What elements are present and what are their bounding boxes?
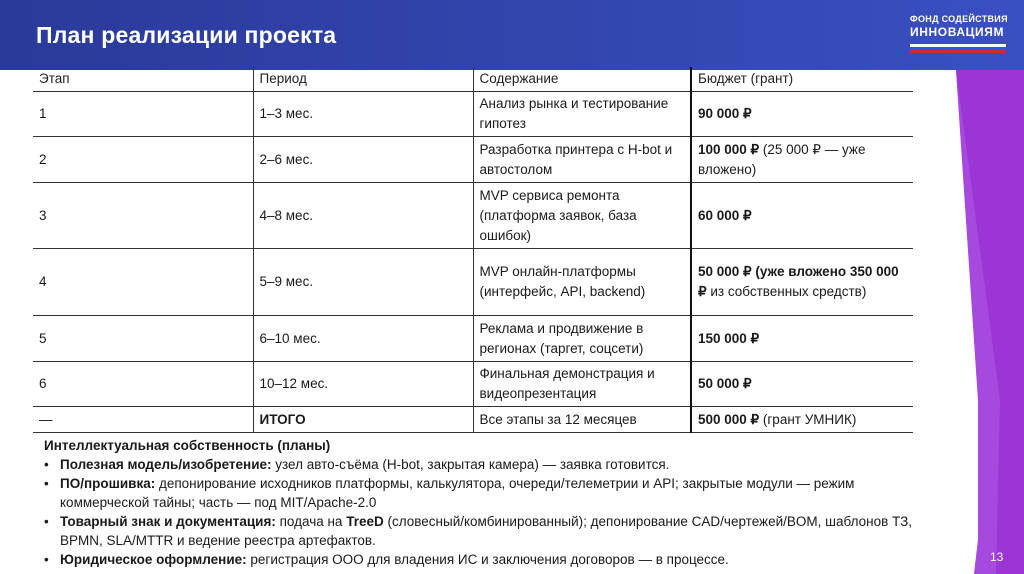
- cell-stage: 6: [39, 376, 47, 391]
- plan-table: [33, 67, 913, 433]
- cell-budget: [691, 183, 913, 249]
- cell-stage: 5: [39, 330, 47, 346]
- budget-note: из собственных средств): [706, 284, 867, 299]
- table-row: [33, 249, 913, 316]
- cell-content: Финальная демонстрация и видеопрезентация: [473, 362, 691, 407]
- page-number: 13: [990, 550, 1004, 564]
- col-header-content: Содержание: [473, 67, 691, 92]
- table-row: [33, 137, 913, 183]
- cell-content: MVP онлайн-платформы (интерфейс, API, backend): [473, 249, 691, 316]
- budget-amount: 50 000 ₽: [698, 376, 752, 391]
- page-title: План реализации проекта: [36, 22, 337, 48]
- list-item: [60, 455, 930, 474]
- budget-amount: 60 000 ₽: [698, 207, 752, 223]
- cell-period: 6–10 мес.: [253, 316, 473, 362]
- logo-line2: ИННОВАЦИЯМ: [910, 25, 1005, 39]
- budget-amount: 50 000 ₽ (уже вложено 350 000 ₽: [698, 264, 899, 299]
- item-bold-term: TreeD: [346, 514, 384, 529]
- list-item: [60, 550, 930, 569]
- item-text-before: подача на: [275, 514, 347, 529]
- cell-period: 2–6 мес.: [253, 137, 473, 183]
- accent-shape: [918, 70, 1024, 574]
- notes-list: [30, 455, 930, 569]
- fund-logo: [910, 12, 1006, 58]
- cell-content: Анализ рынка и тестирование гипотез: [473, 92, 691, 137]
- item-label: Полезная модель/изобретение:: [60, 457, 272, 472]
- notes-title: Интеллектуальная собственность (планы): [44, 438, 331, 453]
- cell-stage: 1: [39, 106, 47, 121]
- cell-period: 5–9 мес.: [253, 249, 473, 316]
- col-header-budget: Бюджет (грант): [691, 67, 913, 92]
- cell-period: ИТОГО: [253, 407, 473, 433]
- cell-content: Разработка принтера с H-bot и автостолом: [473, 137, 691, 183]
- logo-line1: ФОНД СОДЕЙСТВИЯ: [910, 14, 1008, 24]
- item-label: Юридическое оформление:: [60, 552, 247, 567]
- cell-stage: 4: [39, 274, 47, 289]
- list-item: [60, 474, 930, 512]
- budget-note: (25 000 ₽ — уже вложено): [698, 141, 866, 177]
- table-row: [33, 316, 913, 362]
- item-label: Товарный знак и документация:: [60, 514, 276, 529]
- item-text: регистрация ООО для владения ИС и заключения договоров — в процессе.: [246, 552, 729, 567]
- cell-stage: 3: [39, 207, 47, 223]
- cell-stage: 2: [39, 151, 47, 167]
- flag-icon: [910, 44, 1006, 52]
- col-header-period: Период: [253, 67, 473, 92]
- item-text: (словесный/комбинированный); депонирование CAD/чертежей/BOM, шаблонов ТЗ, BPMN, SLA/MTTR и ведение реестра артефактов.: [60, 514, 913, 548]
- table-row-total: [33, 407, 913, 433]
- table-row: [33, 183, 913, 249]
- budget-amount: 500 000 ₽: [698, 411, 760, 427]
- cell-stage: —: [39, 411, 53, 427]
- table-row: [33, 92, 913, 137]
- cell-budget: [691, 362, 913, 407]
- cell-period: 10–12 мес.: [253, 362, 473, 407]
- list-item: [60, 512, 930, 550]
- item-label: ПО/прошивка:: [60, 476, 156, 491]
- budget-amount: 90 000 ₽: [698, 106, 752, 121]
- cell-content: MVP сервиса ремонта (платформа заявок, база ошибок): [473, 183, 691, 249]
- cell-budget: [691, 249, 913, 316]
- table-row: [33, 362, 913, 407]
- budget-amount: 150 000 ₽: [698, 330, 760, 346]
- ip-notes: [30, 436, 930, 569]
- slide-header: [0, 0, 1024, 70]
- cell-budget: [691, 137, 913, 183]
- cell-period: 1–3 мес.: [253, 92, 473, 137]
- col-header-stage: Этап: [39, 71, 70, 86]
- table-header-row: [33, 67, 913, 92]
- cell-content: Все этапы за 12 месяцев: [473, 407, 691, 433]
- item-text: депонирование исходников платформы, калькулятора, очереди/телеметрии и API; закрытые модули — режим коммерческой тайны; часть — под MIT/Apache-2.0: [60, 476, 855, 510]
- item-text: узел авто-съёма (H-bot, закрытая камера) — заявка готовится.: [271, 457, 670, 472]
- cell-budget: [691, 407, 913, 433]
- budget-amount: 100 000 ₽: [698, 141, 760, 157]
- cell-period: 4–8 мес.: [253, 183, 473, 249]
- cell-content: Реклама и продвижение в регионах (таргет, соцсети): [473, 316, 691, 362]
- budget-note: (грант УМНИК): [759, 411, 857, 427]
- cell-budget: [691, 92, 913, 137]
- cell-budget: [691, 316, 913, 362]
